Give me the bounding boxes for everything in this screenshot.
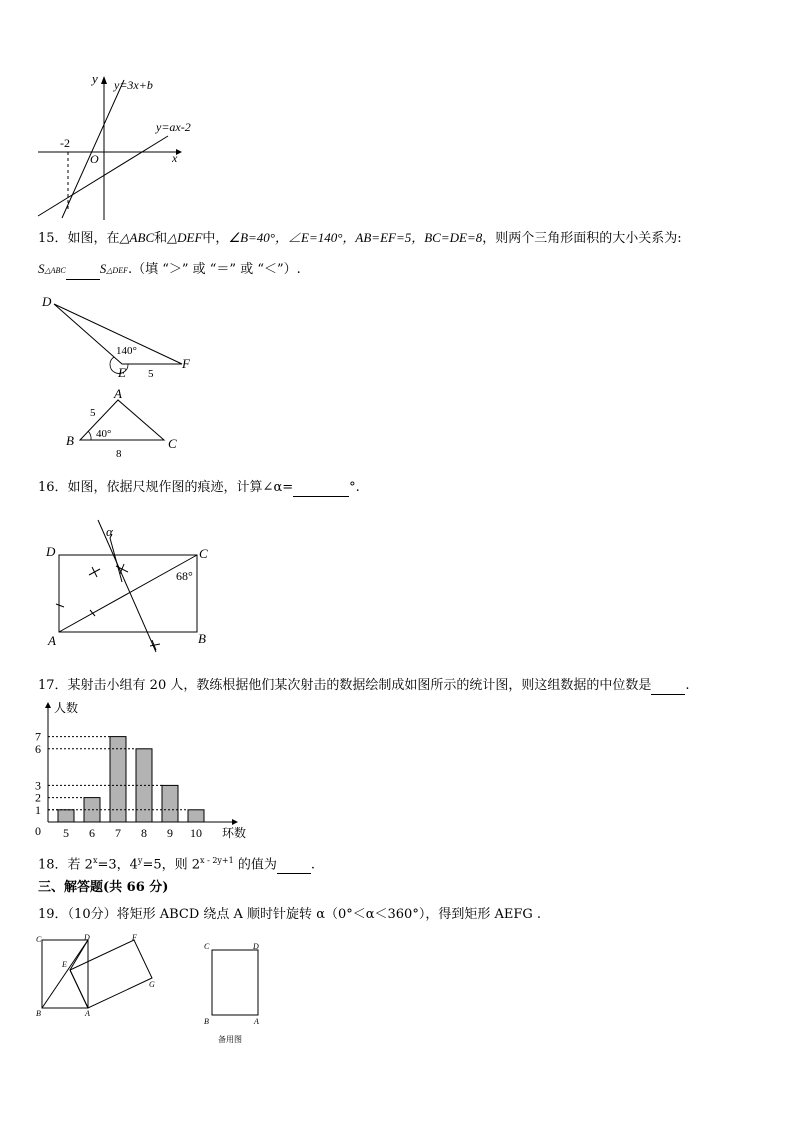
spare-figure-caption: 备用图: [218, 1035, 242, 1044]
q18-exp: y: [137, 856, 143, 865]
q19-number: 19．: [38, 907, 68, 922]
y-tick-label: 6: [35, 741, 41, 756]
q15-tri1: △ABC: [119, 230, 155, 245]
vertex-A: A: [48, 633, 56, 648]
x-tick-label: 10: [190, 826, 202, 840]
q15-line1: [38, 229, 682, 248]
vertex-A: A: [254, 1017, 259, 1026]
q15-answer-blank[interactable]: [66, 261, 100, 280]
y-tick-label: 7: [35, 729, 41, 744]
vertex-C: C: [204, 942, 210, 951]
q15-text: 中，: [202, 231, 229, 246]
q19-text: （10分）将矩形 ABCD 绕点 A 顺时针旋转 α（0°＜α＜360°），得到矩形 AEFG .: [67, 907, 542, 922]
AB-length: 5: [90, 407, 96, 419]
vertex-B: B: [198, 631, 206, 646]
x-tick-label: 6: [89, 826, 95, 840]
vertex-D: D: [42, 294, 52, 309]
y-tick-label: 0: [35, 824, 41, 838]
q16-answer-blank[interactable]: [293, 478, 349, 497]
vertex-A: A: [85, 1009, 90, 1018]
q14-graph: [30, 70, 200, 222]
q15-number: 15．: [38, 231, 68, 246]
q17-text: 某射击小组有 20 人，教练根据他们某次射击的数据绘制成如图所示的统计图，则这组数据的中位数是: [67, 678, 652, 693]
y-tick-label: 3: [35, 778, 41, 793]
vertex-F: F: [132, 933, 137, 942]
line1-label: y=3x+b: [114, 78, 153, 92]
vertex-D: D: [84, 933, 90, 942]
q18-line: [38, 852, 315, 874]
vertex-E: E: [118, 365, 126, 380]
y-tick-label: 1: [35, 802, 41, 817]
x-tick-label: 9: [167, 826, 173, 840]
x-tick-label: 8: [141, 826, 147, 840]
vertex-C: C: [199, 546, 208, 561]
vertex-E: E: [62, 960, 67, 969]
angle-68-label: 68°: [176, 569, 193, 583]
q15-s2-sub: △DEF: [106, 266, 128, 275]
q15-conditions: ∠B=40°，∠E=140°，AB=EF=5，BC=DE=8: [228, 230, 483, 245]
vertex-A: A: [114, 386, 122, 401]
q18-exp: x - 2y+1: [200, 856, 234, 865]
y-axis-arrow: [45, 702, 51, 708]
q15-s1: S: [38, 261, 45, 276]
x-tick-label: 5: [63, 826, 69, 840]
bar-10: [188, 810, 204, 822]
q18-text: =5，则 2: [142, 857, 201, 873]
vertex-F: F: [182, 356, 190, 371]
q17-line: [38, 676, 690, 695]
q16-text: 如图，依据尺规作图的痕迹，计算∠α=: [67, 480, 294, 495]
q18-tail: .: [310, 857, 315, 873]
angle-E-label: 140°: [116, 345, 137, 357]
tick-label: -2: [60, 136, 70, 150]
q16-figure: [40, 512, 220, 662]
q17-answer-blank[interactable]: [651, 676, 685, 695]
q18-number: 18．: [38, 857, 68, 873]
q15-line2: [38, 260, 301, 280]
q18-text: =3，4: [97, 857, 138, 873]
q18-text: 的值为: [233, 857, 277, 873]
EF-length: 5: [148, 368, 154, 380]
q16-number: 16．: [38, 480, 68, 495]
q19-figure-spare: [198, 938, 278, 1048]
q15-tri2: △DEF: [167, 230, 203, 245]
angle-B-label: 40°: [96, 428, 112, 440]
vertex-D: D: [253, 942, 259, 951]
q18-text: 若 2: [67, 857, 93, 873]
q15-s1-sub: △ABC: [44, 266, 66, 275]
x-axis-title: 环数: [222, 826, 247, 840]
q18-exp: x: [92, 856, 98, 865]
y-tick-label: 2: [35, 790, 41, 805]
vertex-G: G: [149, 980, 155, 989]
q19-figure-main: [34, 932, 164, 1022]
bar-7: [110, 737, 126, 822]
q18-answer-blank[interactable]: [277, 855, 311, 874]
x-axis-label: x: [172, 151, 178, 165]
q15-text: 如图，在: [67, 231, 120, 246]
vertex-C: C: [168, 436, 177, 451]
BC-length: 8: [116, 448, 122, 460]
q16-tail: °.: [349, 480, 360, 495]
y-axis-title: 人数: [54, 701, 79, 715]
vertex-C: C: [36, 935, 42, 944]
section-heading: 三、解答题(共 66 分): [38, 880, 169, 895]
q15-tail: .（填 “＞” 或 “＝” 或 “＜”）.: [127, 262, 301, 277]
q17-tail: .: [685, 678, 690, 693]
alpha-label: α: [106, 524, 113, 539]
bar-9: [162, 785, 178, 822]
q15-s2: S: [99, 261, 107, 276]
x-axis-arrow: [232, 819, 238, 825]
q15-text: 和: [154, 231, 168, 246]
bar-5: [58, 810, 74, 822]
vertex-B: B: [66, 433, 74, 448]
vertex-B: B: [36, 1009, 41, 1018]
q15-figure: [36, 290, 206, 460]
y-axis-label: y: [92, 71, 98, 86]
q15-text: ，则两个三角形面积的大小关系为:: [482, 231, 682, 246]
origin-label: O: [90, 152, 99, 166]
q19-line: [38, 906, 541, 924]
q16-line: [38, 478, 360, 497]
q17-number: 17．: [38, 678, 68, 693]
x-tick-label: 7: [115, 826, 121, 840]
line2-label: y=ax-2: [156, 120, 191, 134]
shooting-bar-chart: [30, 698, 250, 846]
vertex-B: B: [204, 1017, 209, 1026]
vertex-D: D: [46, 544, 56, 559]
